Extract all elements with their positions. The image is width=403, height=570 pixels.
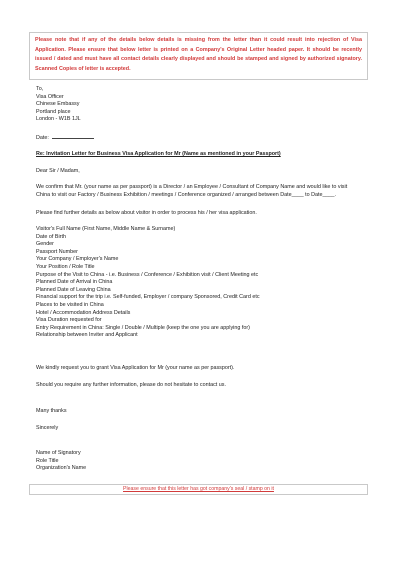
stamp-notice-text: Please ensure that this letter has got company's seal / stamp on it [123,486,274,492]
detail-item: Entry Requirement in China: Single / Double / Multiple (keep the one you are applying for) [36,324,250,331]
address-line: London - W1B 1JL [36,116,81,123]
closing-thanks: Many thanks [36,408,67,414]
paragraph-line: China to visit our Factory / Business Exhibition / meetings / Conference organized / arranged between Date____ to Date____. [36,191,336,198]
address-line: To, [36,86,44,92]
detail-item: Relationship between Inviter and Applicant [36,332,138,339]
detail-item: Hotel / Accommodation Address Details [36,309,131,316]
recipient-address [36,86,81,124]
detail-item: Places to be visited in China [36,301,104,308]
warning-notice: Please note that if any of the details below details is missing from the letter than it could result into rejection of Visa Application. Please ensure that below letter is printed on a Company's Original Letter headed paper. It should be recently issued / dated and must have all contact details clearly displayed and should be stamped and signed by authorized signatory. Scanned Copies of letter is accepted. [29,32,368,80]
detail-item: Date of Birth [36,233,66,240]
paragraph-request: We kindly request you to grant Visa Application for Mr (your name as per passport). [36,365,235,371]
detail-item: Passport Number [36,248,78,255]
paragraph-details-intro: Please find further details as below about visitor in order to process his / her visa application. [36,210,257,216]
date-row [36,133,94,143]
address-line: Chinese Embassy [36,101,80,108]
paragraph-confirmation [36,184,347,199]
detail-item: Visitor's Full Name (First Name, Middle Name & Surname) [36,226,176,232]
paragraph-contact: Should you require any further information, please do not hesitate to contact us. [36,382,226,388]
detail-item: Financial support for the trip i.e. Self-funded, Employer / company Sponsored, Credit Card etc [36,294,260,301]
detail-item: Gender [36,241,54,248]
date-label: Date: [36,135,49,141]
detail-item: Your Position / Role Title [36,263,95,270]
date-blank [52,133,94,139]
visitor-details-list [36,226,260,340]
salutation: Dear Sir / Madam, [36,168,80,174]
detail-item: Your Company / Employer's Name [36,256,119,263]
paragraph-line: We confirm that Mr. (your name as per passport) is a Director / an Employee / Consultant of Company Name and would like to visit [36,184,348,190]
signatory-line: Role Title [36,457,59,464]
closing-sincerely: Sincerely [36,425,59,431]
signatory-line: Name of Signatory [36,450,81,456]
detail-item: Purpose of the Visit to China - i.e. Business / Conference / Exhibition visit / Client Meeting etc [36,271,259,278]
signatory-block [36,450,86,473]
letter-subject: Re: Invitation Letter for Business Visa Application for Mr (Name as mentioned in your Passport) [36,151,281,157]
signatory-line: Organization's Name [36,465,87,472]
address-line: Portland place [36,108,71,115]
detail-item: Visa Duration requested for [36,317,102,324]
detail-item: Planned Date of Arrival in China [36,279,113,286]
detail-item: Planned Date of Leaving China [36,286,111,293]
address-line: Visa Officer [36,93,64,100]
stamp-notice [29,484,368,495]
